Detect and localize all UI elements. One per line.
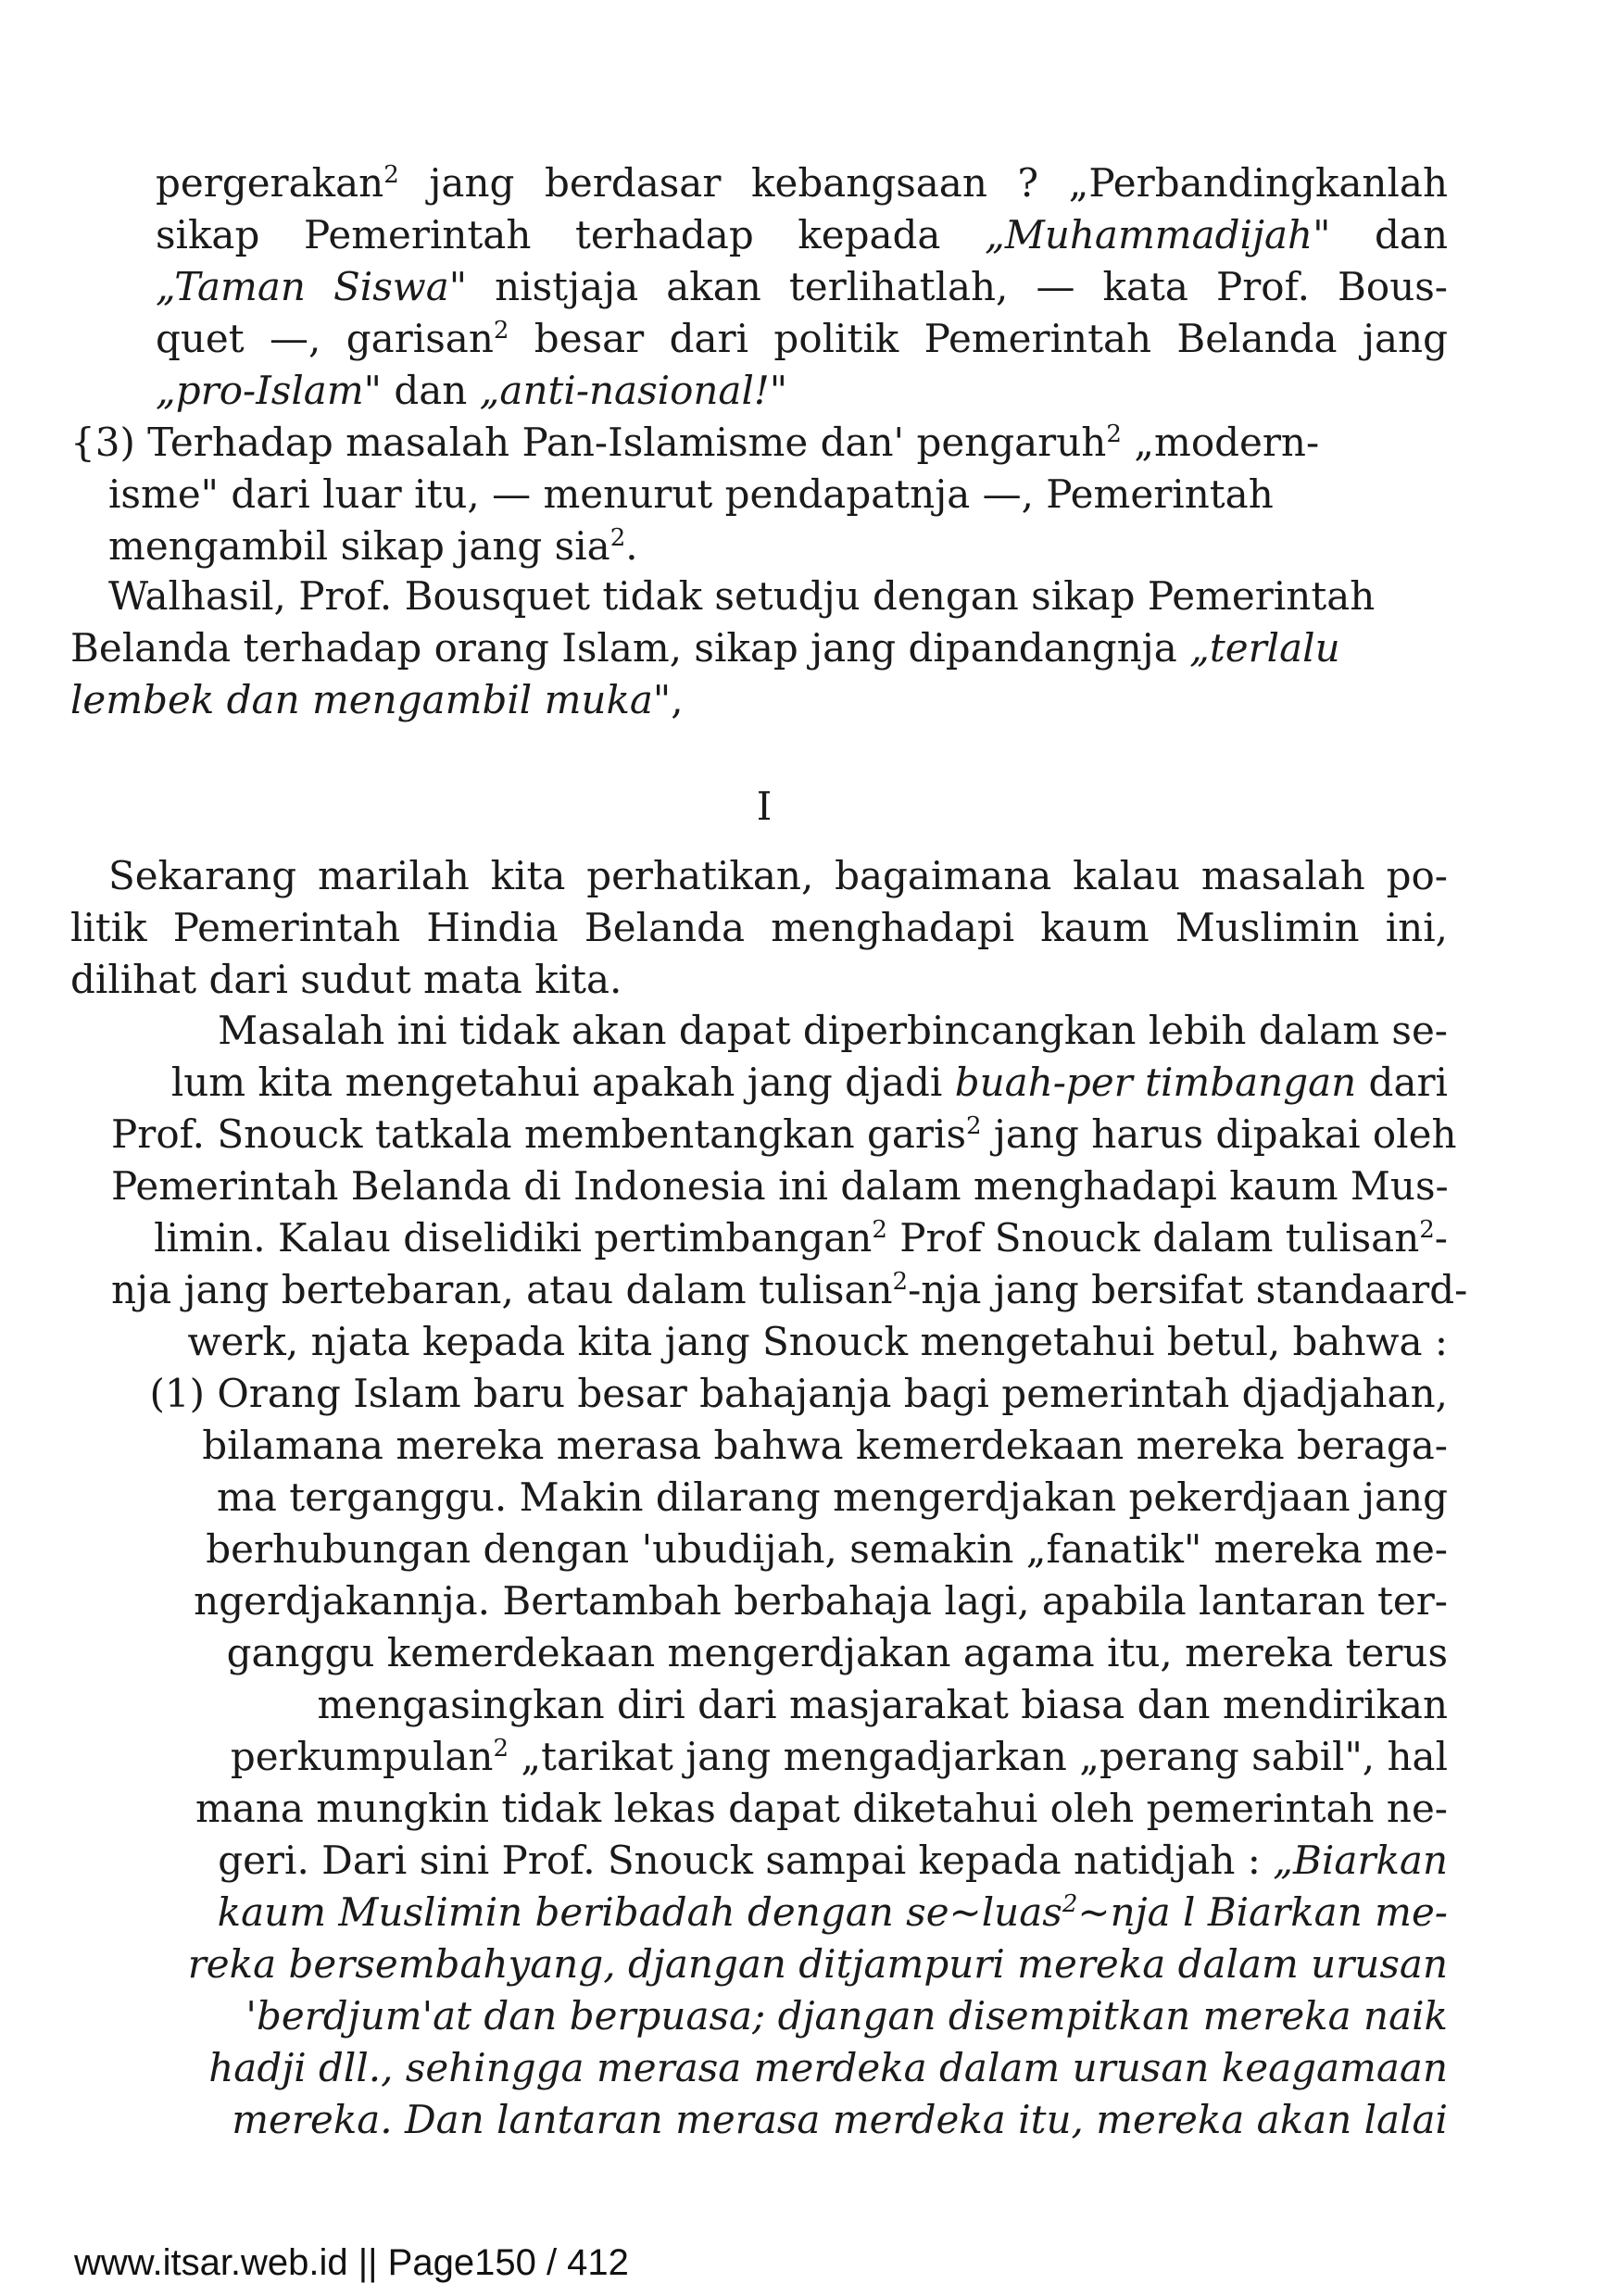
text-line: (1) Orang Islam baru besar bahajanja bagi pemerintah djadjahan, (149, 1371, 1448, 1416)
text-line: sikap Pemerintah terhadap kepada „Muhammadijah" dan (156, 212, 1448, 257)
text-line: limin. Kalau diselidiki pertimbangan$^2$ Prof Snouck dalam tulisan$^2$- (154, 1215, 1448, 1261)
text-line: geri. Dari sini Prof. Snouck sampai kepada natidjah : „Biarkan (218, 1838, 1448, 1883)
text-line: „Taman Siswa" nistjaja akan terlihatlah, — kata Prof. Bous- (156, 264, 1448, 309)
text-line: Pemerintah Belanda di Indonesia ini dalam menghadapi kaum Mus- (111, 1163, 1449, 1209)
text-line: quet —, garisan$^2$ besar dari politik Pemerintah Belanda jang (156, 316, 1448, 361)
text-line: berhubungan dengan 'ubudijah, semakin „fanatik" mereka me- (206, 1526, 1448, 1572)
text-line: „pro-Islam" dan „anti-nasional!" (156, 368, 788, 413)
text-line: nja jang bertebaran, atau dalam tulisan$^2$-nja jang bersifat standaard- (111, 1267, 1468, 1312)
text-line: mereka. Dan lantaran merasa merdeka itu, mereka akan lalai (232, 2097, 1448, 2142)
text-line: ngerdjakannja. Bertambah berbahaja lagi, apabila lantaran ter- (194, 1578, 1448, 1624)
text-line: Walhasil, Prof. Bousquet tidak setudju dengan sikap Pemerintah (108, 573, 1376, 619)
text-line: Masalah ini tidak akan dapat diperbincangkan lebih dalam se- (218, 1008, 1448, 1053)
text-line: pergerakan$^2$ jang berdasar kebangsaan ? „Perbandingkanlah (156, 160, 1448, 206)
text-line: mengambil sikap jang sia$^2$. (108, 523, 638, 569)
text-line: hadji dll., sehingga merasa merdeka dalam urusan keagamaan (208, 2045, 1448, 2090)
text-line: ma terganggu. Makin dilarang mengerdjakan pekerdjaan jang (217, 1474, 1448, 1520)
text-line: mana mungkin tidak lekas dapat diketahui oleh pemerintah ne- (195, 1786, 1448, 1831)
text-line: mengasingkan diri dari masjarakat biasa dan mendirikan (317, 1682, 1448, 1727)
text-line: reka bersembahyang, djangan ditjampuri mereka dalam urusan (187, 1941, 1448, 1987)
text-line: Belanda terhadap orang Islam, sikap jang dipandangnja „terlalu (70, 625, 1340, 671)
text-line: werk, njata kepada kita jang Snouck mengetahui betul, bahwa : (187, 1319, 1448, 1364)
text-line: ganggu kemerdekaan mengerdjakan agama itu, mereka terus (226, 1630, 1448, 1675)
text-line: 'berdjum'at dan berpuasa; djangan disempitkan mereka naik (245, 1993, 1448, 2039)
text-line: isme" dari luar itu, — menurut pendapatnja —, Pemerintah (108, 471, 1274, 517)
text-line: litik Pemerintah Hindia Belanda menghadapi kaum Muslimin ini, (70, 905, 1448, 950)
text-line: Prof. Snouck tatkala membentangkan garis$^2$ jang harus dipakai oleh (111, 1111, 1457, 1157)
page-footer: www.itsar.web.id || Page150 / 412 (74, 2242, 629, 2283)
text-line: kaum Muslimin beribadah dengan se~luas$^2$~nja l Biarkan me- (217, 1889, 1448, 1935)
section-heading: I (756, 784, 773, 829)
text-line: perkumpulan$^2$ „tarikat jang mengadjarkan „perang sabil", hal (230, 1734, 1448, 1779)
text-line: {3) Terhadap masalah Pan-Islamisme dan' pengaruh$^2$ „modern- (70, 420, 1320, 465)
text-line: Sekarang marilah kita perhatikan, bagaimana kalau masalah po- (108, 853, 1448, 898)
text-line: lembek dan mengambil muka", (70, 677, 684, 722)
text-line: dilihat dari sudut mata kita. (70, 957, 622, 1002)
text-line: bilamana mereka merasa bahwa kemerdekaan mereka beraga- (202, 1423, 1448, 1468)
text-line: lum kita mengetahui apakah jang djadi buah-per timbangan dari (170, 1060, 1448, 1105)
